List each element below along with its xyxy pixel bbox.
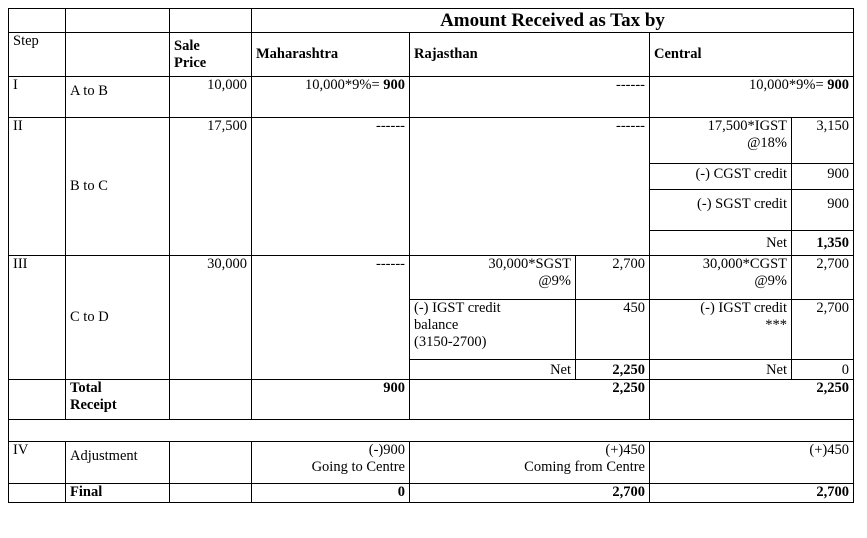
blank-cell xyxy=(170,484,252,503)
maharashtra-total: 900 xyxy=(252,380,410,420)
central-net-value: 0 xyxy=(792,360,854,380)
total-label xyxy=(66,380,170,420)
transaction-label: C to D xyxy=(66,256,170,380)
blank-cell xyxy=(66,33,170,77)
central-net-label: Net xyxy=(650,231,792,256)
step-number: III xyxy=(9,256,66,380)
final-label: Final xyxy=(66,484,170,503)
central-sgst-credit-value: 900 xyxy=(792,190,854,231)
rajasthan-igst-credit xyxy=(410,300,576,360)
rajasthan-net-value: 2,250 xyxy=(576,360,650,380)
header-step: Step xyxy=(9,33,66,77)
central-adjustment: (+)450 xyxy=(650,442,854,484)
rajasthan-calc-line1: 30,000*SGST xyxy=(488,256,571,272)
maharashtra-adjustment-note: Going to Centre xyxy=(311,459,405,475)
rajasthan-igst-credit-line1: (-) IGST credit xyxy=(414,300,501,316)
rajasthan-calc xyxy=(410,256,576,300)
rajasthan-total: 2,250 xyxy=(410,380,650,420)
total-row xyxy=(9,380,854,420)
central-net-label: Net xyxy=(650,360,792,380)
blank-cell xyxy=(170,9,252,33)
central-calc-line2: @18% xyxy=(747,135,787,151)
rajasthan-adjustment-note: Coming from Centre xyxy=(524,459,645,475)
adjustment-row xyxy=(9,442,854,484)
header-sale-price xyxy=(170,33,252,77)
header-maharashtra: Maharashtra xyxy=(252,33,410,77)
blank-cell xyxy=(9,420,854,442)
central-net-value: 1,350 xyxy=(792,231,854,256)
rajasthan-tax: ------ xyxy=(410,118,650,256)
rajasthan-igst-credit-value: 450 xyxy=(576,300,650,360)
central-tax xyxy=(650,77,854,118)
central-calc xyxy=(650,256,792,300)
title-row xyxy=(9,9,854,33)
rajasthan-igst-credit-line3: (3150-2700) xyxy=(414,334,487,350)
table-row xyxy=(9,118,854,164)
adjustment-label: Adjustment xyxy=(66,442,170,484)
blank-cell xyxy=(66,9,170,33)
sale-price: 10,000 xyxy=(170,77,252,118)
blank-cell xyxy=(9,380,66,420)
central-value: 900 xyxy=(827,77,849,93)
sale-price: 17,500 xyxy=(170,118,252,256)
central-calc: 10,000*9%= xyxy=(748,77,828,93)
header-central: Central xyxy=(650,33,854,77)
transaction-label: A to B xyxy=(66,77,170,118)
central-igst-credit-line2: *** xyxy=(765,317,787,333)
central-calc-line1: 30,000*CGST xyxy=(702,256,787,272)
maharashtra-value: 900 xyxy=(383,77,405,93)
rajasthan-calc-line2: @9% xyxy=(538,273,571,289)
central-igst-credit-line1: (-) IGST credit xyxy=(700,300,787,316)
transaction-label: B to C xyxy=(66,118,170,256)
rajasthan-calc-value: 2,700 xyxy=(576,256,650,300)
final-row xyxy=(9,484,854,503)
maharashtra-final: 0 xyxy=(252,484,410,503)
maharashtra-adjustment-amount: (-)900 xyxy=(368,442,405,458)
table-title: Amount Received as Tax by xyxy=(252,9,854,33)
rajasthan-net-label: Net xyxy=(410,360,576,380)
step-number: IV xyxy=(9,442,66,484)
spacer-row xyxy=(9,420,854,442)
rajasthan-final: 2,700 xyxy=(410,484,650,503)
step-number: I xyxy=(9,77,66,118)
maharashtra-tax: ------ xyxy=(252,118,410,256)
central-cgst-credit-value: 900 xyxy=(792,164,854,190)
total-label-line1: Total xyxy=(70,380,102,396)
sale-price: 30,000 xyxy=(170,256,252,380)
header-row xyxy=(9,33,854,77)
central-calc-line2: @9% xyxy=(754,273,787,289)
rajasthan-adjustment-amount: (+)450 xyxy=(605,442,645,458)
rajasthan-igst-credit-line2: balance xyxy=(414,317,459,333)
maharashtra-calc: 10,000*9%= xyxy=(304,77,384,93)
central-calc-line1: 17,500*IGST xyxy=(707,118,787,134)
step-number: II xyxy=(9,118,66,256)
central-cgst-credit: (-) CGST credit xyxy=(650,164,792,190)
central-calc-value: 2,700 xyxy=(792,256,854,300)
central-final: 2,700 xyxy=(650,484,854,503)
rajasthan-adjustment xyxy=(410,442,650,484)
maharashtra-tax: ------ xyxy=(252,256,410,380)
header-sale-price-line1: Sale xyxy=(174,37,200,54)
central-igst-credit xyxy=(650,300,792,360)
total-label-line2: Receipt xyxy=(70,397,117,413)
gst-settlement-table xyxy=(8,8,854,503)
maharashtra-tax xyxy=(252,77,410,118)
central-igst-credit-value: 2,700 xyxy=(792,300,854,360)
central-sgst-credit: (-) SGST credit xyxy=(650,190,792,231)
blank-cell xyxy=(170,380,252,420)
rajasthan-tax: ------ xyxy=(410,77,650,118)
table-row xyxy=(9,77,854,118)
header-sale-price-line2: Price xyxy=(174,54,207,71)
blank-cell xyxy=(9,484,66,503)
header-rajasthan: Rajasthan xyxy=(410,33,650,77)
central-calc-value: 3,150 xyxy=(792,118,854,164)
maharashtra-adjustment xyxy=(252,442,410,484)
central-total: 2,250 xyxy=(650,380,854,420)
central-calc xyxy=(650,118,792,164)
table-row xyxy=(9,256,854,300)
blank-cell xyxy=(170,442,252,484)
blank-cell xyxy=(9,9,66,33)
